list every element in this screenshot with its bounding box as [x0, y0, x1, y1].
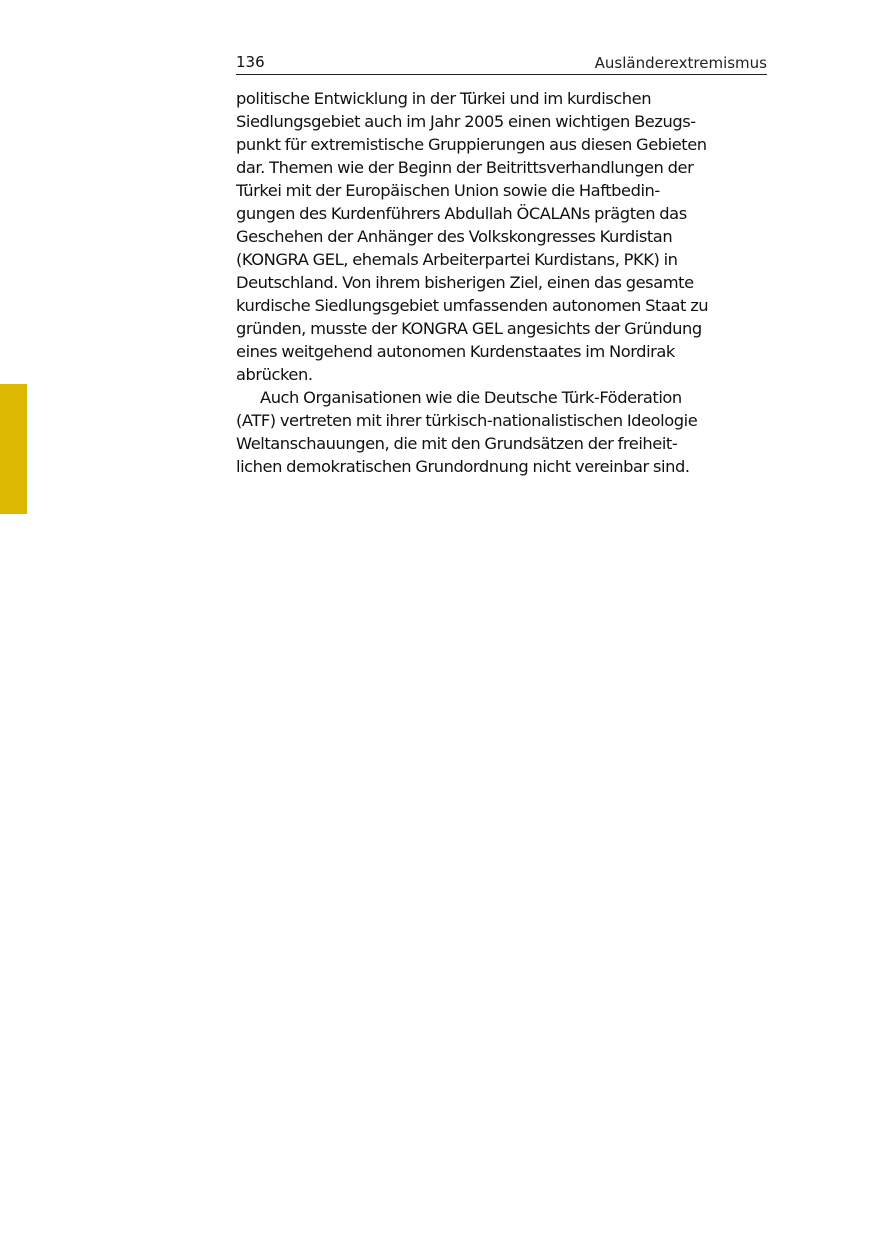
running-title: Ausländerextremismus [594, 54, 767, 72]
page-header [236, 52, 767, 75]
text-line: lichen demokratischen Grundordnung nicht vereinbar sind. [236, 457, 690, 476]
text-line: Geschehen der Anhänger des Volkskongresses Kurdistan [236, 227, 673, 246]
chapter-color-tab [0, 384, 27, 514]
text-line: Türkei mit der Europäischen Union sowie die Haftbedin- [236, 181, 660, 200]
text-line: Siedlungsgebiet auch im Jahr 2005 einen wichtigen Bezugs- [236, 112, 696, 131]
text-line: kurdische Siedlungsgebiet umfassenden autonomen Staat zu [236, 296, 709, 315]
text-line: dar. Themen wie der Beginn der Beitrittsverhandlungen der [236, 158, 694, 177]
text-line: eines weitgehend autonomen Kurdenstaates im Nordirak [236, 342, 675, 361]
page-number: 136 [236, 53, 265, 71]
text-line: (ATF) vertreten mit ihrer türkisch-nationalistischen Ideologie [236, 411, 698, 430]
text-line: punkt für extremistische Gruppierungen aus diesen Gebieten [236, 135, 707, 154]
text-line: Auch Organisationen wie die Deutsche Türk-Föderation [260, 388, 682, 407]
text-line: gründen, musste der KONGRA GEL angesichts der Gründung [236, 319, 702, 338]
text-line: gungen des Kurdenführers Abdullah ÖCALANs prägten das [236, 204, 687, 223]
text-line: Weltanschauungen, die mit den Grundsätzen der freiheit- [236, 434, 678, 453]
body-text [236, 87, 768, 478]
text-line: (KONGRA GEL, ehemals Arbeiterpartei Kurdistans, PKK) in [236, 250, 678, 269]
text-line: politische Entwicklung in der Türkei und im kurdischen [236, 89, 652, 108]
text-line: abrücken. [236, 365, 313, 384]
text-line: Deutschland. Von ihrem bisherigen Ziel, einen das gesamte [236, 273, 694, 292]
